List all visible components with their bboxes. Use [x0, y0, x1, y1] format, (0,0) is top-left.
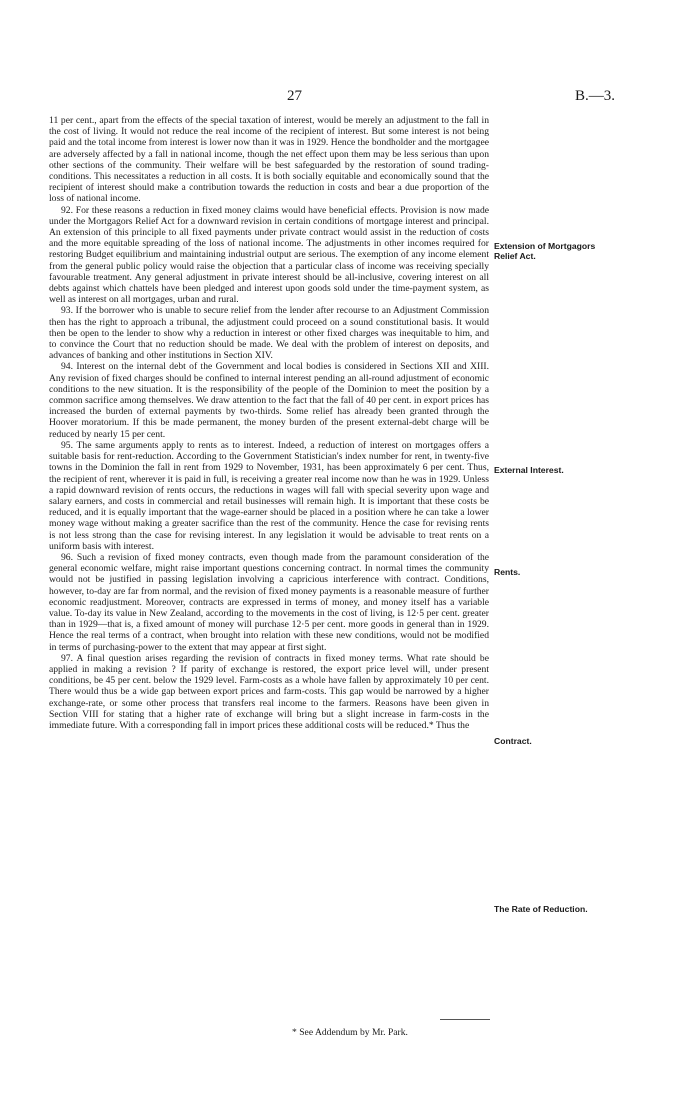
body-text	[49, 115, 489, 731]
paragraph-95: 95. The same arguments apply to rents as to interest. Indeed, a reduction of interest on mortgages offers a suitable basis for rent-reduction. According to the Government Statistician's index number for rent, in twenty-five towns in the Dominion the fall in rent from 1929 to November, 1931, has been approximately 6 per cent. Thus, the recipient of rent, wherever it is paid in full, is receiving a greater real income now than he was in 1929. Unless a rapid downward revision of rents occurs, the reductions in wages will fall with special severity upon wage and salary earners, and costs in commercial and retail businesses will remain high. It is important that these costs be reduced, and it is equally important that the wage-earner should be placed in a position where he can take a lower money wage without making a greater sacrifice than the rest of the community. Hence the case for revising rents is not less strong than the case for revising interest. In any legislation it would be advisable to treat rents on a uniform basis with interest.	[49, 439, 489, 552]
margin-note-contract: Contract.	[494, 736, 532, 746]
margin-note-rate-of-reduction: The Rate of Reduction.	[494, 904, 588, 914]
page-number: 27	[287, 88, 302, 104]
paragraph-96: 96. Such a revision of fixed money contracts, even though made from the paramount consideration of the general economic welfare, might raise important questions concerning contract. In normal times the community would not be justified in passing legislation involving a capricious interference with contract. Conditions, however, to-day are far from normal, and the revision of fixed money payments is a reasonable measure of further economic readjustment. Moreover, contracts are expressed in terms of money, and money itself has a variable value. To-day its value in New Zealand, according to the movements in the cost of living, is 12·5 per cent. greater than in 1929—that is, a fixed amount of money will purchase 12·5 per cent. more goods in general than in 1929. Hence the real terms of a contract, when brought into relation with these new conditions, would not be modified in terms of purchasing-power to the extent that may appear at first sight.	[49, 551, 489, 653]
margin-note-mortgagors: Extension of Mortgagors Relief Act.	[494, 241, 596, 261]
footnote-divider	[440, 1019, 490, 1020]
document-reference: B.—3.	[575, 88, 616, 104]
paragraph-97: 97. A final question arises regarding the revision of contracts in fixed money terms. What rate should be applied in making a revision ? If parity of exchange is restored, the export price level will, under present conditions, be 45 per cent. below the 1929 level. Farm-costs as a whole have fallen by approximately 10 per cent. There would thus be a wide gap between export prices and farm-costs. This gap would be narrowed by a higher exchange-rate, or some other process that transfers real income to the farmers. Reasons have been given in Section VIII for stating that a higher rate of exchange will bring but a slight increase in farm-costs in the immediate future. With a corresponding fall in import prices these additional costs will be reduced.* Thus the	[49, 652, 489, 731]
page-header	[0, 88, 700, 106]
footnote: * See Addendum by Mr. Park.	[292, 1027, 408, 1038]
paragraph-94: 94. Interest on the internal debt of the Government and local bodies is considered in Sections XII and XIII. Any revision of fixed charges should be confined to internal interest pending an all-round adjustment of economic conditions to the new situation. It is the responsibility of the people of the Dominion to meet the position by a common sacrifice among themselves. We draw attention to the fact that the fall of 40 per cent. in export prices has increased the burden of external payments by two-thirds. Some relief has already been granted through the Hoover moratorium. If this be made permanent, the money burden of the present external-debt charge will be reduced by nearly 15 per cent.	[49, 361, 489, 440]
paragraph-92: 92. For these reasons a reduction in fixed money claims would have beneficial effects. Provision is now made under the Mortgagors Relief Act for a downward revision in certain conditions of mortgage interest and principal. An extension of this principle to all fixed payments under private contract would assist in the reduction of costs and the more equitable spreading of the loss of national income. The adjustments in other incomes required for restoring Budget equilibrium and maintaining industrial output are serious. The exemption of any income element from the general public policy would raise the objection that a particular class of income was receiving specially favourable treatment. Any general adjustment in private interest should be all-inclusive, covering interest on all debts against which chattels have been pledged and interest upon goods sold under the time-payment system, as well as interest on all mortgages, urban and rural.	[49, 204, 489, 306]
margin-note-external-interest: External Interest.	[494, 465, 564, 475]
paragraph-93: 93. If the borrower who is unable to secure relief from the lender after recourse to an Adjustment Commission then has the right to approach a tribunal, the adjustment could proceed on a sound constitutional basis. It would then be open to the lender to show why a reduction in interest or other fixed charges was inequitable to him, and to convince the Court that no reduction should be made. We deal with the problem of interest on deposits, and advances of banking and other institutions in Section XIV.	[49, 305, 489, 362]
margin-note-rents: Rents.	[494, 567, 521, 577]
paragraph-continued: 11 per cent., apart from the effects of the special taxation of interest, would be merely an adjustment to the fall in the cost of living. It would not reduce the real income of the recipient of interest. But some interest is not being paid and the total income from interest is lower now than it was in 1929. Hence the bondholder and the mortgagee are adversely affected by a fall in national income, though the net effect upon them may be less serious than upon other sections of the community. Their welfare will be best safeguarded by the restoration of sound trading-conditions. This necessitates a reduction in all costs. It is both socially equitable and economically sound that the recipient of interest should make a contribution towards the reduction in costs and bear a due proportion of the loss of national income.	[49, 115, 489, 205]
